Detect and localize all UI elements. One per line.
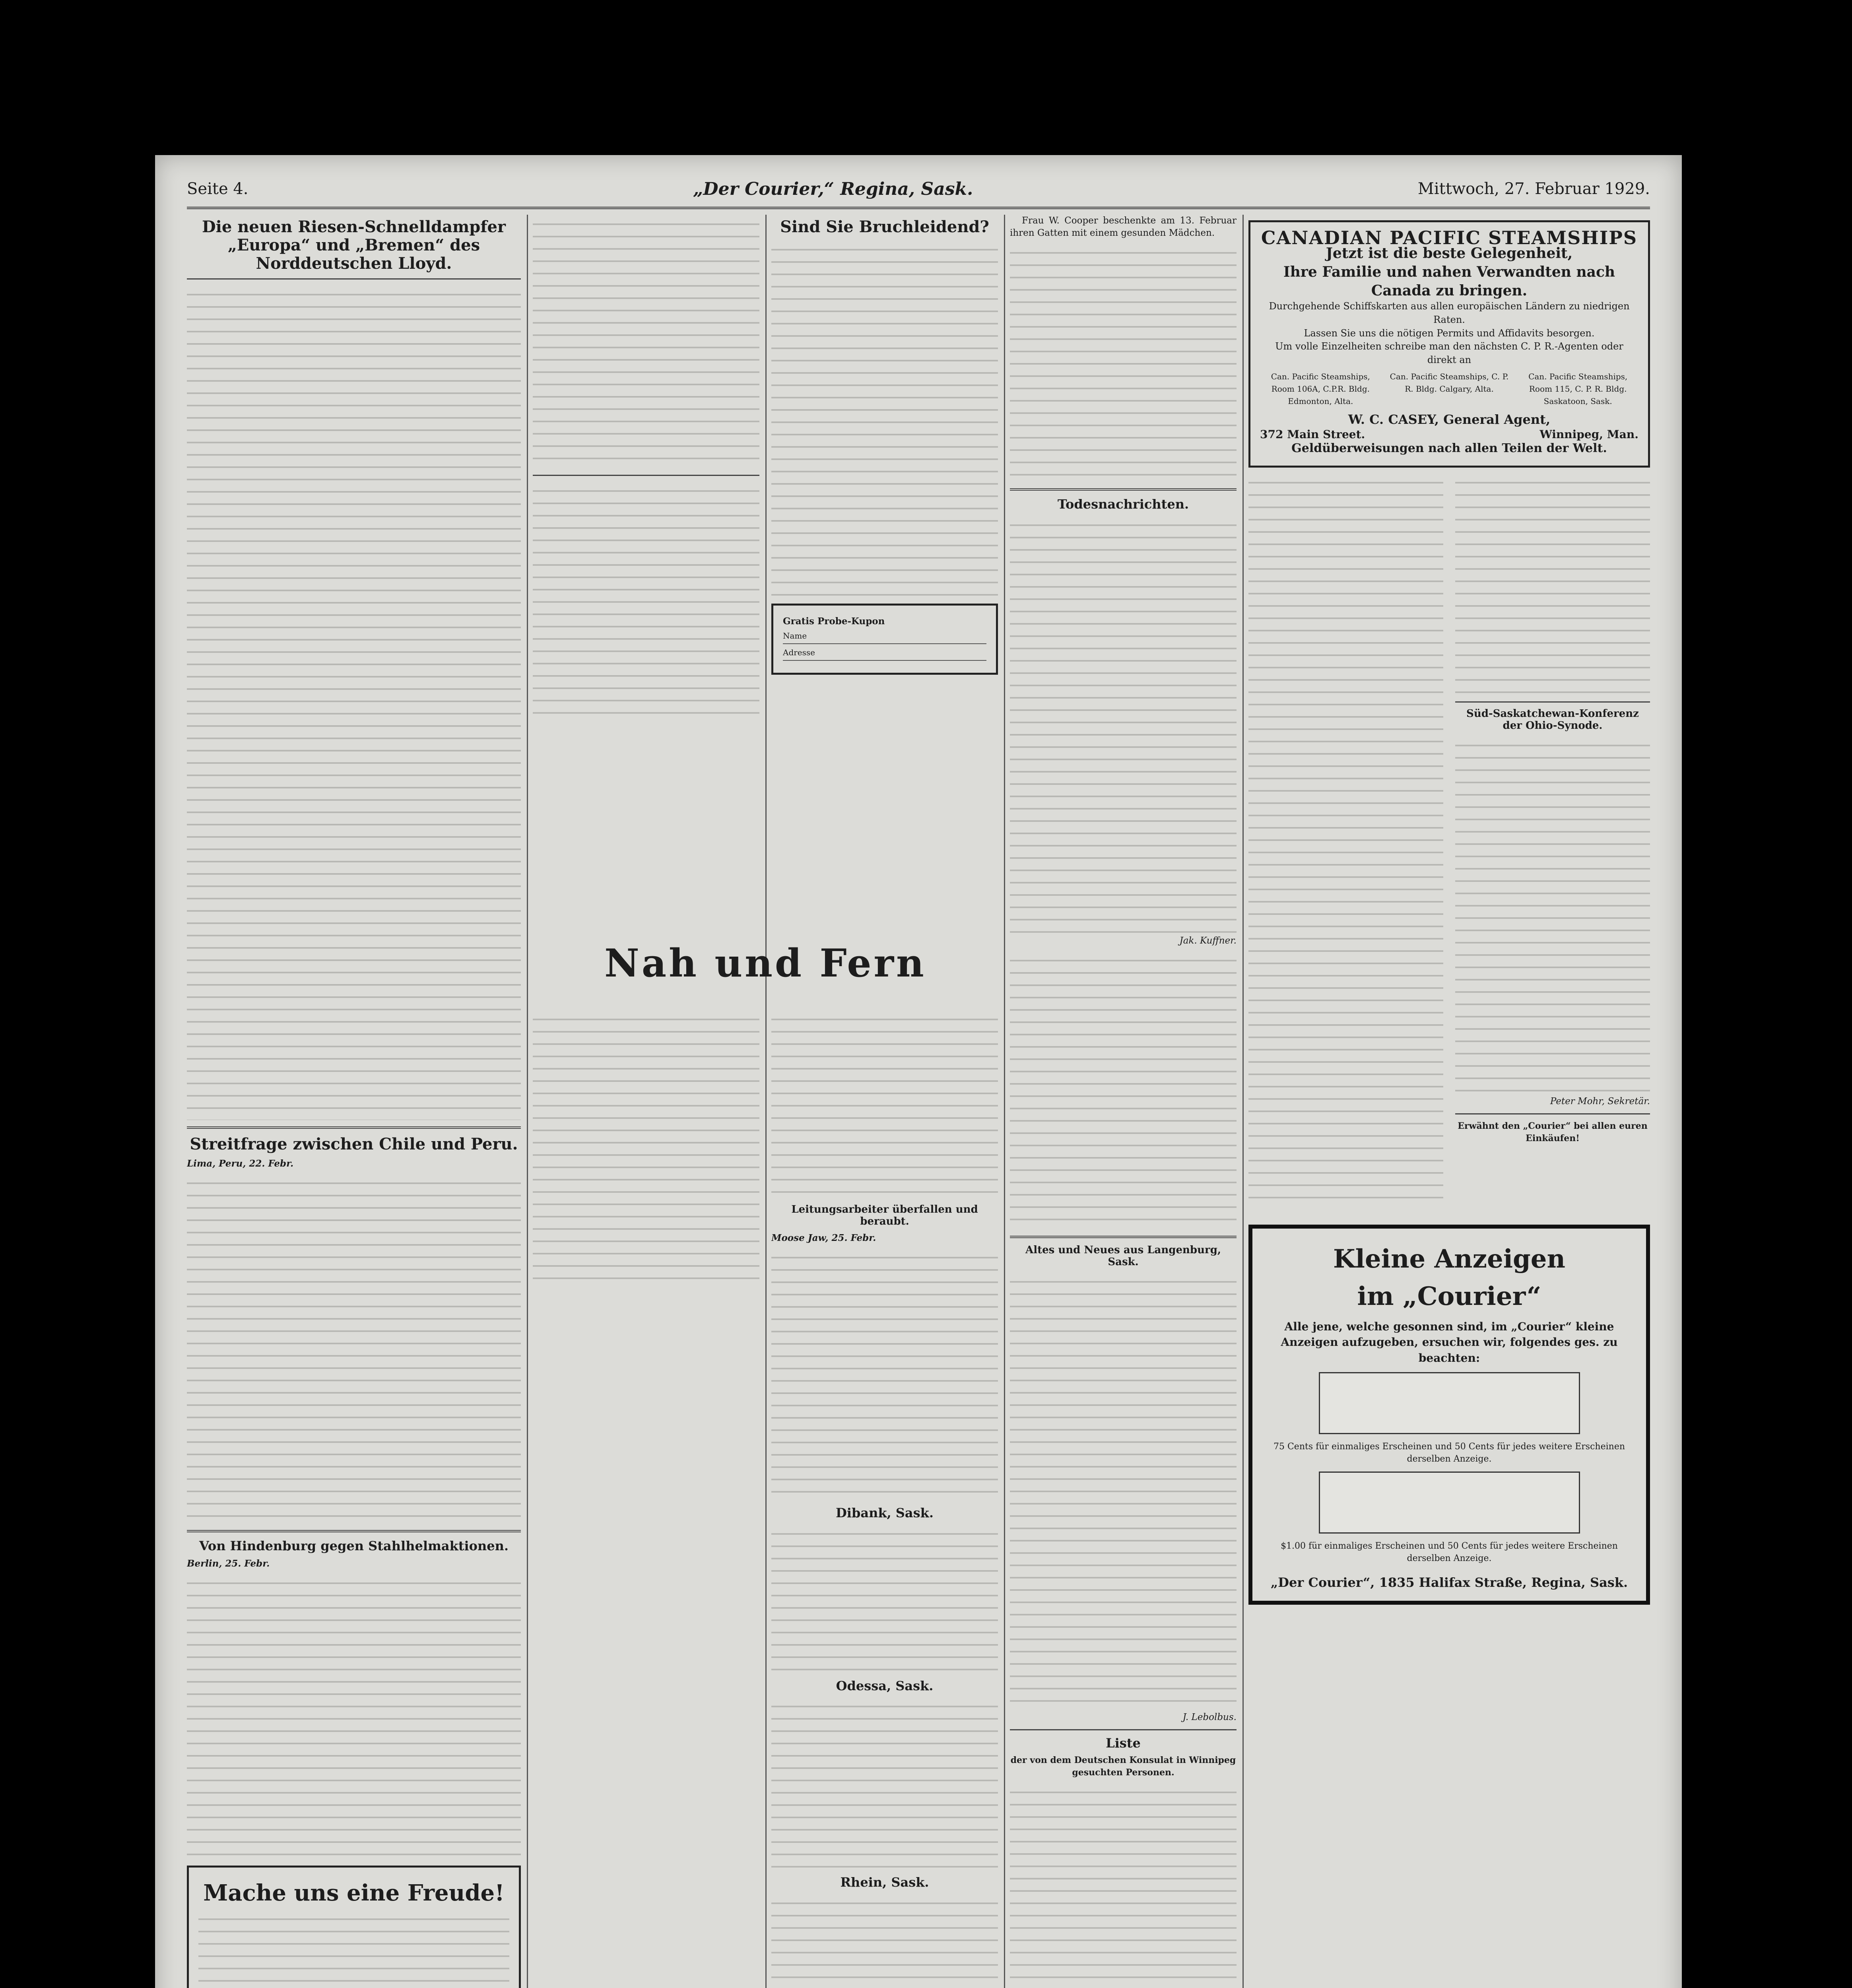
article-body xyxy=(187,1174,521,1524)
cpr-subtitle: Ihre Familie und nahen Verwandten nach Canada zu bringen. xyxy=(1283,263,1615,299)
subheading: Leitungsarbeiter überfallen und beraubt. xyxy=(791,1204,978,1227)
column-5 xyxy=(1248,215,1650,1988)
article-title: Die neuen Riesen-Schnelldampfer „Europa“ und „Bremen“ des Norddeutschen Lloyd. xyxy=(202,217,506,273)
ad-title: Mache uns eine Freude! xyxy=(203,1879,505,1906)
column-2-lower xyxy=(533,1010,759,1988)
coupon-address-field[interactable]: Adresse xyxy=(783,646,986,661)
cpr-title: CANADIAN PACIFIC STEAMSHIPS xyxy=(1261,227,1638,248)
kleine-anzeigen-ad xyxy=(1248,1225,1650,1605)
nah-und-fern-column xyxy=(771,1010,998,1988)
cpr-line: Um volle Einzelheiten schreibe man den nächsten C. P. R.-Agenten oder direkt an xyxy=(1275,341,1623,365)
coupon-name-field[interactable]: Name xyxy=(783,630,986,644)
cpr-agent: W. C. CASEY, General Agent, xyxy=(1348,412,1551,427)
ad-rate: 75 Cents für einmaliges Erscheinen und 50 Cents für jedes weitere Erscheinen derselben Anzeige. xyxy=(1273,1441,1625,1464)
ad-title: im „Courier“ xyxy=(1357,1281,1541,1311)
article-body xyxy=(533,1010,759,1288)
column-1 xyxy=(187,215,521,1988)
page-number: Seite 4. xyxy=(187,180,248,198)
article-body xyxy=(771,1697,998,1872)
cpr-address-row xyxy=(1260,428,1638,441)
article-body xyxy=(771,1524,998,1675)
ad-body xyxy=(198,1910,509,1988)
article-intro: Frau W. Cooper beschenkte am 13. Februar ihren Gatten mit einem gesunden Mädchen. xyxy=(1010,215,1237,238)
column-rule xyxy=(765,215,767,1988)
two-column-block xyxy=(1248,473,1650,1209)
sample-form xyxy=(1319,1472,1580,1534)
article-body xyxy=(1010,951,1237,1229)
sample-form xyxy=(1319,1372,1580,1434)
list-title: Liste xyxy=(1106,1735,1141,1751)
ad-rate: $1.00 für einmaliges Erscheinen und 50 Cents für jedes weitere Erscheinen derselben Anzeige. xyxy=(1281,1541,1618,1563)
coupon-box[interactable] xyxy=(771,604,998,675)
cpr-office: Can. Pacific Steamships, C. P. R. Bldg. Calgary, Alta. xyxy=(1390,372,1509,394)
advertisement-box xyxy=(187,1866,521,1988)
coupon-title: Gratis Probe-Kupon xyxy=(783,616,885,627)
subheading: Altes und Neues aus Langenburg, Sask. xyxy=(1025,1244,1221,1268)
ad-title: Kleine Anzeigen xyxy=(1333,1244,1566,1274)
article-title: Von Hindenburg gegen Stahlhelmaktionen. xyxy=(199,1538,509,1553)
article-title: Todesnachrichten. xyxy=(1057,497,1189,512)
article-body xyxy=(771,1010,998,1201)
dateline: Lima, Peru, 22. Febr. xyxy=(187,1158,294,1169)
column-rule xyxy=(1004,215,1005,1988)
article-body xyxy=(1455,736,1650,1094)
ad-footer: „Der Courier“, 1835 Halifax Straße, Regina, Sask. xyxy=(1270,1574,1628,1590)
ad-lead: Alle jene, welche gesonnen sind, im „Courier“ kleine Anzeigen aufzugeben, ersuchen wir, folgendes ges. zu beachten: xyxy=(1281,1320,1618,1365)
cpr-city: Winnipeg, Man. xyxy=(1539,427,1638,441)
article-body xyxy=(1010,1272,1237,1710)
article-body xyxy=(1010,243,1237,482)
article-body xyxy=(1455,473,1650,696)
dateline: Berlin, 25. Febr. xyxy=(187,1558,270,1569)
article-body xyxy=(1248,473,1443,1209)
cpr-advertisement xyxy=(1248,220,1650,468)
signature: Jak. Kuffner. xyxy=(1179,935,1237,946)
cpr-office: Can. Pacific Steamships, Room 106A, C.P.R. Bldg. Edmonton, Alta. xyxy=(1271,372,1370,406)
signature: Peter Mohr, Sekretär. xyxy=(1550,1096,1650,1107)
article-body xyxy=(187,1574,521,1860)
subheading: Dibank, Sask. xyxy=(836,1505,934,1520)
subheading: Odessa, Sask. xyxy=(836,1678,934,1693)
column-rule xyxy=(1242,215,1244,1988)
ad-title: Sind Sie Bruchleidend? xyxy=(780,217,989,236)
newspaper-page xyxy=(155,155,1682,1988)
ad-body xyxy=(771,240,998,598)
issue-date: Mittwoch, 27. Februar 1929. xyxy=(1417,180,1650,198)
synod-column xyxy=(1455,473,1650,1209)
subheading: Rhein, Sask. xyxy=(840,1875,929,1890)
column-3-top xyxy=(771,215,998,811)
cpr-line: Durchgehende Schiffskarten aus allen europäischen Ländern zu niedrigen Raten. xyxy=(1269,301,1630,325)
article-body xyxy=(187,285,521,1120)
signature: J. Lebolbus. xyxy=(1182,1712,1237,1722)
dateline: Moose Jaw, 25. Febr. xyxy=(771,1232,876,1243)
cpr-office: Can. Pacific Steamships, Room 115, C. P. R. Bldg. Saskatoon, Sask. xyxy=(1528,372,1628,406)
courier-note: Erwähnt den „Courier“ bei allen euren Einkäufen! xyxy=(1458,1120,1648,1143)
article-title: Süd-Saskatchewan-Konferenz der Ohio-Synode. xyxy=(1466,707,1639,732)
section-title: Nah und Fern xyxy=(604,941,926,986)
cpr-footer: Geldüberweisungen nach allen Teilen der Welt. xyxy=(1291,441,1607,455)
article-body xyxy=(533,481,759,720)
article-body xyxy=(771,1894,998,1988)
cpr-address: 372 Main Street. xyxy=(1260,427,1365,441)
cpr-subtitle: Jetzt ist die beste Gelegenheit, xyxy=(1326,245,1573,262)
paper-title: „Der Courier,“ Regina, Sask. xyxy=(693,179,973,199)
article-body xyxy=(533,215,759,469)
section-banner xyxy=(533,934,998,1002)
cpr-line: Lassen Sie uns die nötigen Permits und Affidavits besorgen. xyxy=(1304,327,1595,339)
list-body xyxy=(1010,1783,1237,1988)
column-rule xyxy=(527,215,528,1988)
cpr-offices xyxy=(1260,371,1638,408)
list-subtitle: der von dem Deutschen Konsulat in Winnipeg gesuchten Personen. xyxy=(1010,1755,1236,1778)
article-title: Streitfrage zwischen Chile und Peru. xyxy=(190,1135,518,1153)
masthead xyxy=(187,171,1650,209)
article-body xyxy=(771,1248,998,1503)
column-4 xyxy=(1010,215,1237,1988)
article-body xyxy=(1010,516,1237,933)
